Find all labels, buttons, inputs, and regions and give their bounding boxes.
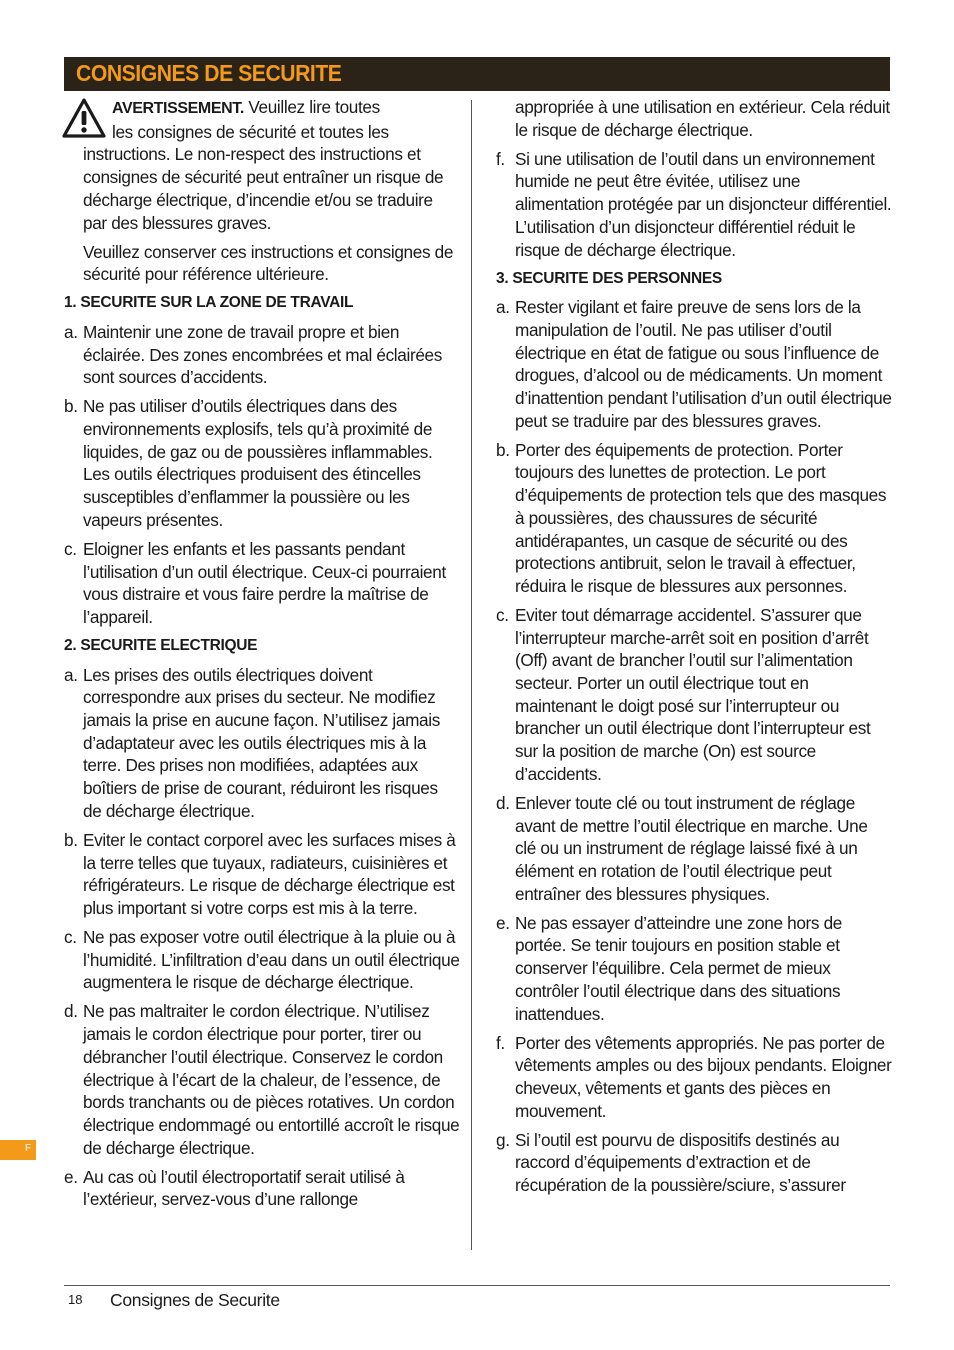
language-tab — [0, 1140, 36, 1160]
item-text: Eloigner les enfants et les passants pendant l’utilisation d’un outil électrique. Ceux-ci pourraient vous distraire et vous faire perdre la maîtrise de l’appareil. — [83, 538, 446, 627]
item-text: Maintenir une zone de travail propre et bien éclairée. Des zones encombrées et mal éclairées sont sources d’accidents. — [83, 321, 442, 388]
footer-rule — [64, 1285, 890, 1286]
item-text: Les prises des outils électriques doivent correspondre aux prises du secteur. Ne modifiez jamais la prise en aucune façon. N’utilisez jamais d’adaptateur avec les outils électriques mis à la terre. Des prises non modifiées, adaptées aux boîtiers de prise de courant, réduiront les risques de décharge électrique. — [83, 664, 440, 821]
item-marker: c. — [496, 604, 509, 625]
item-text: Ne pas exposer votre outil électrique à la pluie ou à l’humidité. L’infiltration d’eau dans un outil électrique augmentera le risque de décharge électrique. — [83, 926, 460, 993]
list-item — [64, 664, 460, 823]
page-number: 18 — [68, 1292, 83, 1307]
item-text: Au cas où l’outil électroportatif serait utilisé à l’extérieur, servez-vous d’une rallonge — [83, 1166, 405, 1210]
warning-paragraph — [64, 96, 460, 234]
column-divider — [471, 100, 472, 1250]
item-text: Rester vigilant et faire preuve de sens lors de la manipulation de l’outil. Ne pas utiliser d’outil électrique en état de fatigue ou sous l’influence de drogues, d’alcool ou de médicaments. Un moment d’inattention pendant l’utilisation d’un outil électrique peut se traduire par des blessures graves. — [515, 297, 892, 431]
item-marker: a. — [64, 321, 78, 342]
item-text: Ne pas utiliser d’outils électriques dans des environnements explosifs, tels qu’à proximité de liquides, de gaz ou de poussières inflammables. Les outils électriques produisent des étincelles susceptibles d’enflammer la poussière ou les vapeurs présentes. — [83, 396, 433, 530]
footer-title: Consignes de Securite — [110, 1290, 280, 1310]
list-item — [496, 912, 892, 1026]
item-text: Enlever toute clé ou tout instrument de réglage avant de mettre l’outil électrique en marche. Une clé ou un instrument de réglage laissé fixé à un élément en rotation de l’outil électrique peut entraîner des blessures physiques. — [515, 792, 868, 904]
item-marker: a. — [496, 297, 510, 318]
header-bar — [64, 57, 890, 91]
page-title: CONSIGNES DE SECURITE — [76, 60, 342, 86]
warning-first: Veuillez lire toutes — [243, 97, 380, 117]
item-marker: c. — [64, 926, 77, 947]
item-marker: c. — [64, 538, 77, 559]
item-marker: d. — [496, 792, 510, 813]
list-item — [496, 792, 892, 906]
list-item — [64, 829, 460, 920]
item-text: Porter des vêtements appropriés. Ne pas porter de vêtements amples ou des bijoux pendants. Eloigner cheveux, vêtements et gants des pièces en mouvement. — [515, 1032, 892, 1121]
item-marker: b. — [64, 396, 78, 417]
item-marker: f. — [496, 1032, 505, 1053]
item-marker: b. — [64, 829, 78, 850]
list-item — [496, 439, 892, 598]
item-text: Porter des équipements de protection. Porter toujours des lunettes de protection. Le port d’équipements de protection tels que des masques à poussières, des chaussures de sécurité antidérapantes, un casque de sécurité ou des protections antibruit, selon le travail à effectuer, réduira le risque de blessures aux personnes. — [515, 439, 887, 596]
item-continuation: appropriée à une utilisation en extérieur. Cela réduit le risque de décharge électrique. — [515, 97, 890, 140]
item-marker: a. — [64, 664, 78, 685]
list-item — [64, 395, 460, 531]
list-item — [496, 604, 892, 786]
item-marker: f. — [496, 148, 505, 169]
section-2-title: 2. SECURITE ELECTRIQUE — [64, 636, 258, 654]
item-marker: d. — [64, 1001, 78, 1022]
item-marker: e. — [496, 912, 510, 933]
list-item — [496, 1129, 892, 1197]
item-text: Si l’outil est pourvu de dispositifs destinés au raccord d’équipements d’extraction et de récupération de la poussière/sciure, s’assurer — [515, 1129, 846, 1196]
list-item — [496, 148, 892, 262]
left-column — [64, 96, 460, 1217]
list-item — [64, 1166, 460, 1211]
list-item — [496, 296, 892, 432]
item-marker: g. — [496, 1129, 510, 1150]
list-item — [64, 926, 460, 994]
warning-rest: les consignes de sécurité et toutes les instructions. Le non-respect des instructions et consignes de sécurité peut entraîner un risque de décharge électrique, d’incendie et/ou se traduire par des blessures graves. — [83, 121, 444, 233]
section-1-title: 1. SECURITE SUR LA ZONE DE TRAVAIL — [64, 294, 354, 312]
item-text: Eviter tout démarrage accidentel. S’assurer que l’interrupteur marche-arrêt soit en position d’arrêt (Off) avant de brancher l’outil sur l’alimentation secteur. Porter un outil électrique tout en maintenant le doigt posé sur l’interrupteur ou brancher un outil électrique dont l’interrupteur est sur la position de marche (On) est source d’accidents. — [515, 604, 871, 784]
item-marker: e. — [64, 1166, 78, 1187]
list-item — [64, 1000, 460, 1159]
right-column — [496, 96, 892, 1203]
list-item — [496, 1032, 892, 1123]
item-text: Eviter le contact corporel avec les surfaces mises à la terre telles que tuyaux, radiateurs, cuisinières et réfrigérateurs. Le risque de décharge électrique est plus important si votre corps est mis à la terre. — [83, 829, 456, 918]
item-marker: b. — [496, 439, 510, 460]
item-text: Ne pas maltraiter le cordon électrique. N’utilisez jamais le cordon électrique pour porter, tirer ou débrancher l’outil électrique. Conservez le cordon électrique à l’écart de la chaleur, de l’essence, de bords tranchants ou de pièces rotatives. Un cordon électrique endommagé ou entortillé accroît le risque de décharge électrique. — [83, 1001, 460, 1158]
warning-triangle-icon — [62, 98, 106, 138]
list-item — [64, 538, 460, 629]
warning-label: AVERTISSEMENT. — [112, 100, 244, 117]
language-tab-label: F — [25, 1143, 32, 1154]
list-item — [64, 321, 460, 389]
section-3-title: 3. SECURITE DES PERSONNES — [496, 269, 722, 287]
warning-keep: Veuillez conserver ces instructions et consignes de sécurité pour référence ultérieure. — [83, 241, 454, 285]
item-text: Ne pas essayer d’atteindre une zone hors de portée. Se tenir toujours en position stable et conserver l’équilibre. Cela permet de mieux contrôler l’outil électrique dans des situations inattendues. — [515, 912, 843, 1024]
item-text: Si une utilisation de l’outil dans un environnement humide ne peut être évitée, utilisez une alimentation protégée par un disjoncteur différentiel. L’utilisation d’un disjoncteur différentiel réduit le risque de décharge électrique. — [515, 148, 892, 260]
